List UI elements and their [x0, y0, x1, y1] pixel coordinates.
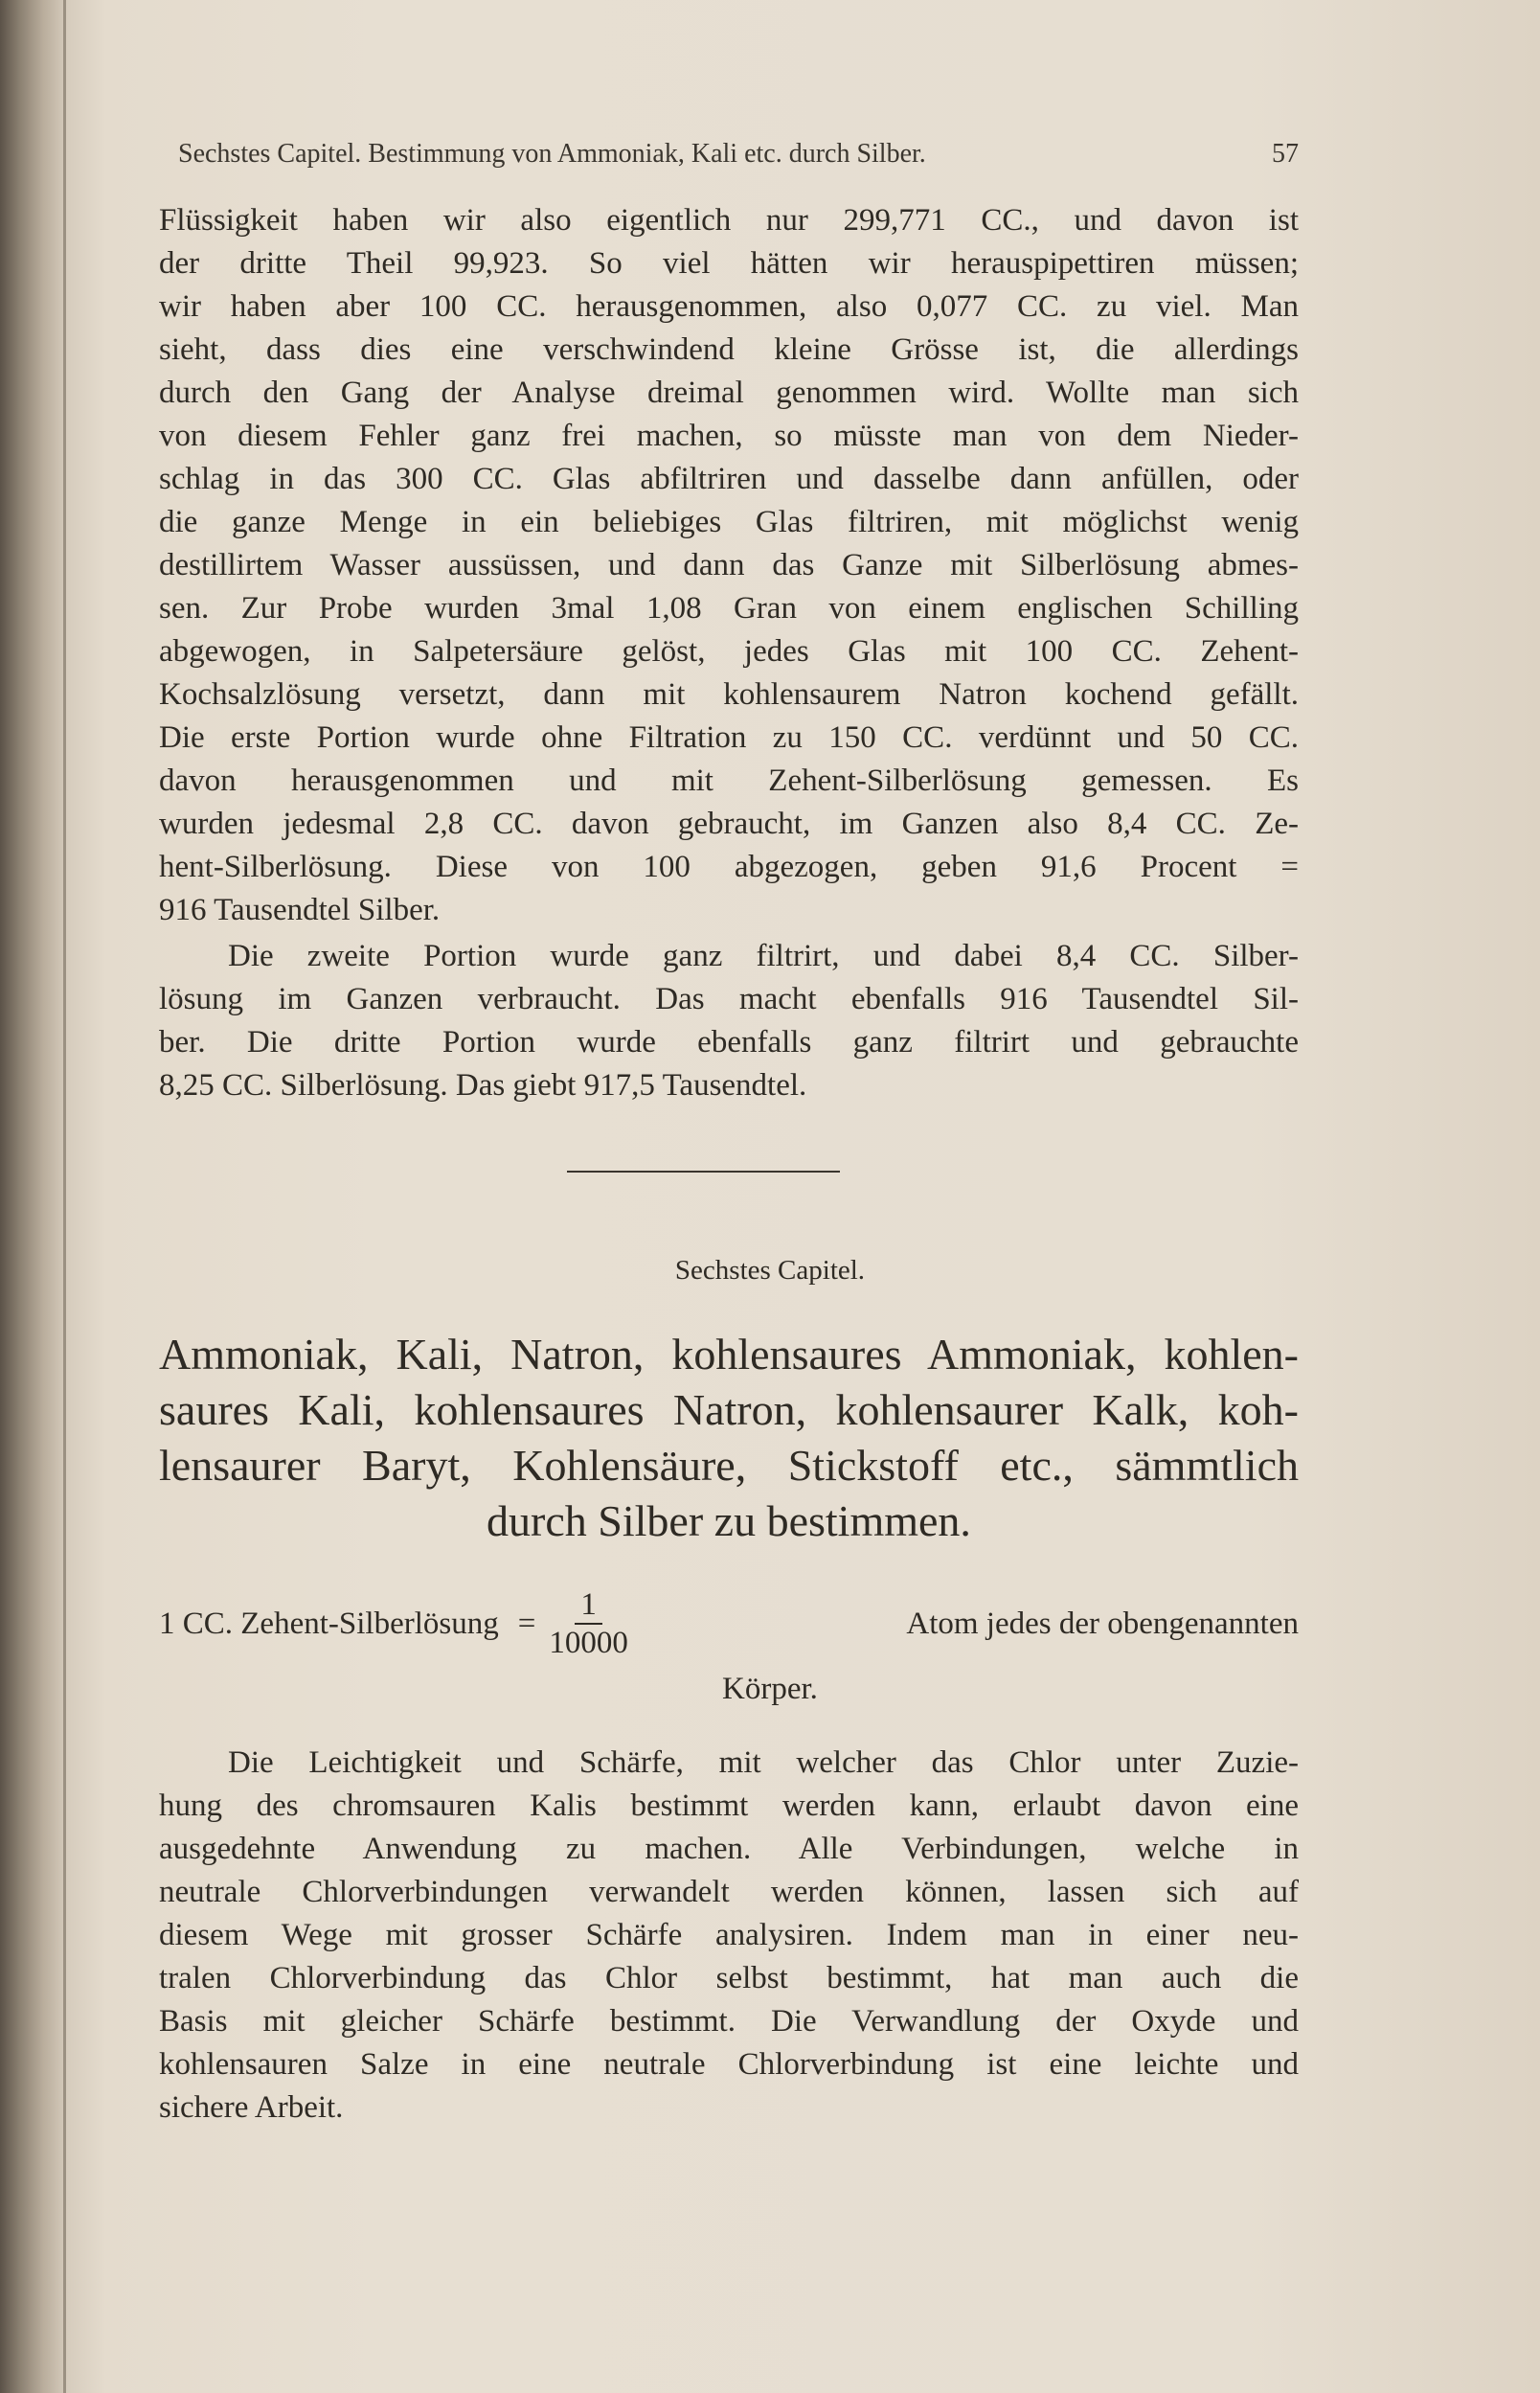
- text-line: Kochsalzlösung versetzt, dann mit kohlensaurem Natron kochend gefällt.: [159, 677, 1299, 712]
- text-line: der dritte Theil 99,923. So viel hätten wir herauspipettiren müssen;: [159, 246, 1299, 281]
- text-line: schlag in das 300 CC. Glas abfiltriren und dasselbe dann anfüllen, oder: [159, 462, 1299, 496]
- text-line: Die Leichtigkeit und Schärfe, mit welcher das Chlor unter Zuzie-: [228, 1745, 1299, 1780]
- chapter-title-line: saures Kali, kohlensaures Natron, kohlensaurer Kalk, koh-: [159, 1385, 1299, 1434]
- text-line: Basis mit gleicher Schärfe bestimmt. Die Verwandlung der Oxyde und: [159, 2004, 1299, 2039]
- chapter-title-line: Ammoniak, Kali, Natron, kohlensaures Ammoniak, kohlen-: [159, 1330, 1299, 1379]
- text-line: abgewogen, in Salpetersäure gelöst, jedes Glas mit 100 CC. Zehent-: [159, 634, 1299, 669]
- formula: [159, 1587, 1299, 1660]
- fraction: [549, 1586, 628, 1661]
- fraction-numerator: 1: [575, 1586, 602, 1625]
- text-line: sieht, dass dies eine verschwindend kleine Grösse ist, die allerdings: [159, 332, 1299, 367]
- text-line: davon herausgenommen und mit Zehent-Silberlösung gemessen. Es: [159, 763, 1299, 798]
- text-line: destillirtem Wasser aussüssen, und dann das Ganze mit Silberlösung abmes-: [159, 548, 1299, 582]
- running-title: Sechstes Capitel. Bestimmung von Ammoniak, Kali etc. durch Silber.: [178, 139, 926, 169]
- text-line: kohlensauren Salze in eine neutrale Chlorverbindung ist eine leichte und: [159, 2047, 1299, 2082]
- text-line: wir haben aber 100 CC. herausgenommen, also 0,077 CC. zu viel. Man: [159, 289, 1299, 324]
- text-line: von diesem Fehler ganz frei machen, so müsste man von dem Nieder-: [159, 419, 1299, 453]
- text-line: hent-Silberlösung. Diese von 100 abgezogen, geben 91,6 Procent =: [159, 850, 1299, 884]
- chapter-title-line: lensaurer Baryt, Kohlensäure, Stickstoff etc., sämmtlich: [159, 1441, 1299, 1490]
- page-number: 57: [1272, 139, 1299, 169]
- text-line: ausgedehnte Anwendung zu machen. Alle Verbindungen, welche in: [159, 1832, 1299, 1866]
- chapter-title-line: durch Silber zu bestimmen.: [487, 1496, 971, 1545]
- text-line: sen. Zur Probe wurden 3mal 1,08 Gran von einem englischen Schilling: [159, 591, 1299, 626]
- text-line: Flüssigkeit haben wir also eigentlich nur 299,771 CC., und davon ist: [159, 203, 1299, 238]
- text-line: wurden jedesmal 2,8 CC. davon gebraucht, im Ganzen also 8,4 CC. Ze-: [159, 807, 1299, 841]
- formula-continuation: Körper.: [722, 1672, 818, 1706]
- text-line: tralen Chlorverbindung das Chlor selbst bestimmt, hat man auch die: [159, 1961, 1299, 1995]
- section-divider: [567, 1171, 840, 1173]
- text-line: Die zweite Portion wurde ganz filtrirt, und dabei 8,4 CC. Silber-: [228, 939, 1299, 973]
- formula-equals: =: [517, 1606, 536, 1641]
- paragraph-3: [159, 1742, 1299, 2130]
- book-binding-edge: [63, 0, 66, 2393]
- text-line: die ganze Menge in ein beliebiges Glas filtriren, mit möglichst wenig: [159, 505, 1299, 539]
- paragraph-1: [159, 199, 1299, 932]
- fraction-denominator: 10000: [549, 1626, 628, 1660]
- text-line: lösung im Ganzen verbraucht. Das macht ebenfalls 916 Tausendtel Sil-: [159, 982, 1299, 1016]
- text-line: sichere Arbeit.: [159, 2090, 344, 2125]
- text-line: diesem Wege mit grosser Schärfe analysiren. Indem man in einer neu-: [159, 1918, 1299, 1952]
- text-line: 916 Tausendtel Silber.: [159, 893, 441, 927]
- formula-left: 1 CC. Zehent-Silberlösung: [159, 1606, 499, 1641]
- text-line: 8,25 CC. Silberlösung. Das giebt 917,5 Tausendtel.: [159, 1068, 807, 1103]
- text-line: durch den Gang der Analyse dreimal genommen wird. Wollte man sich: [159, 376, 1299, 410]
- paragraph-2: [159, 935, 1299, 1107]
- text-line: neutrale Chlorverbindungen verwandelt werden können, lassen sich auf: [159, 1875, 1299, 1909]
- chapter-label: Sechstes Capitel.: [674, 1255, 866, 1286]
- formula-right: Atom jedes der obengenannten: [906, 1606, 1299, 1641]
- text-line: ber. Die dritte Portion wurde ebenfalls ganz filtrirt und gebrauchte: [159, 1025, 1299, 1060]
- chapter-title: [159, 1327, 1299, 1549]
- text-line: hung des chromsauren Kalis bestimmt werden kann, erlaubt davon eine: [159, 1789, 1299, 1823]
- running-header: [178, 139, 1299, 170]
- text-line: Die erste Portion wurde ohne Filtration zu 150 CC. verdünnt und 50 CC.: [159, 720, 1299, 755]
